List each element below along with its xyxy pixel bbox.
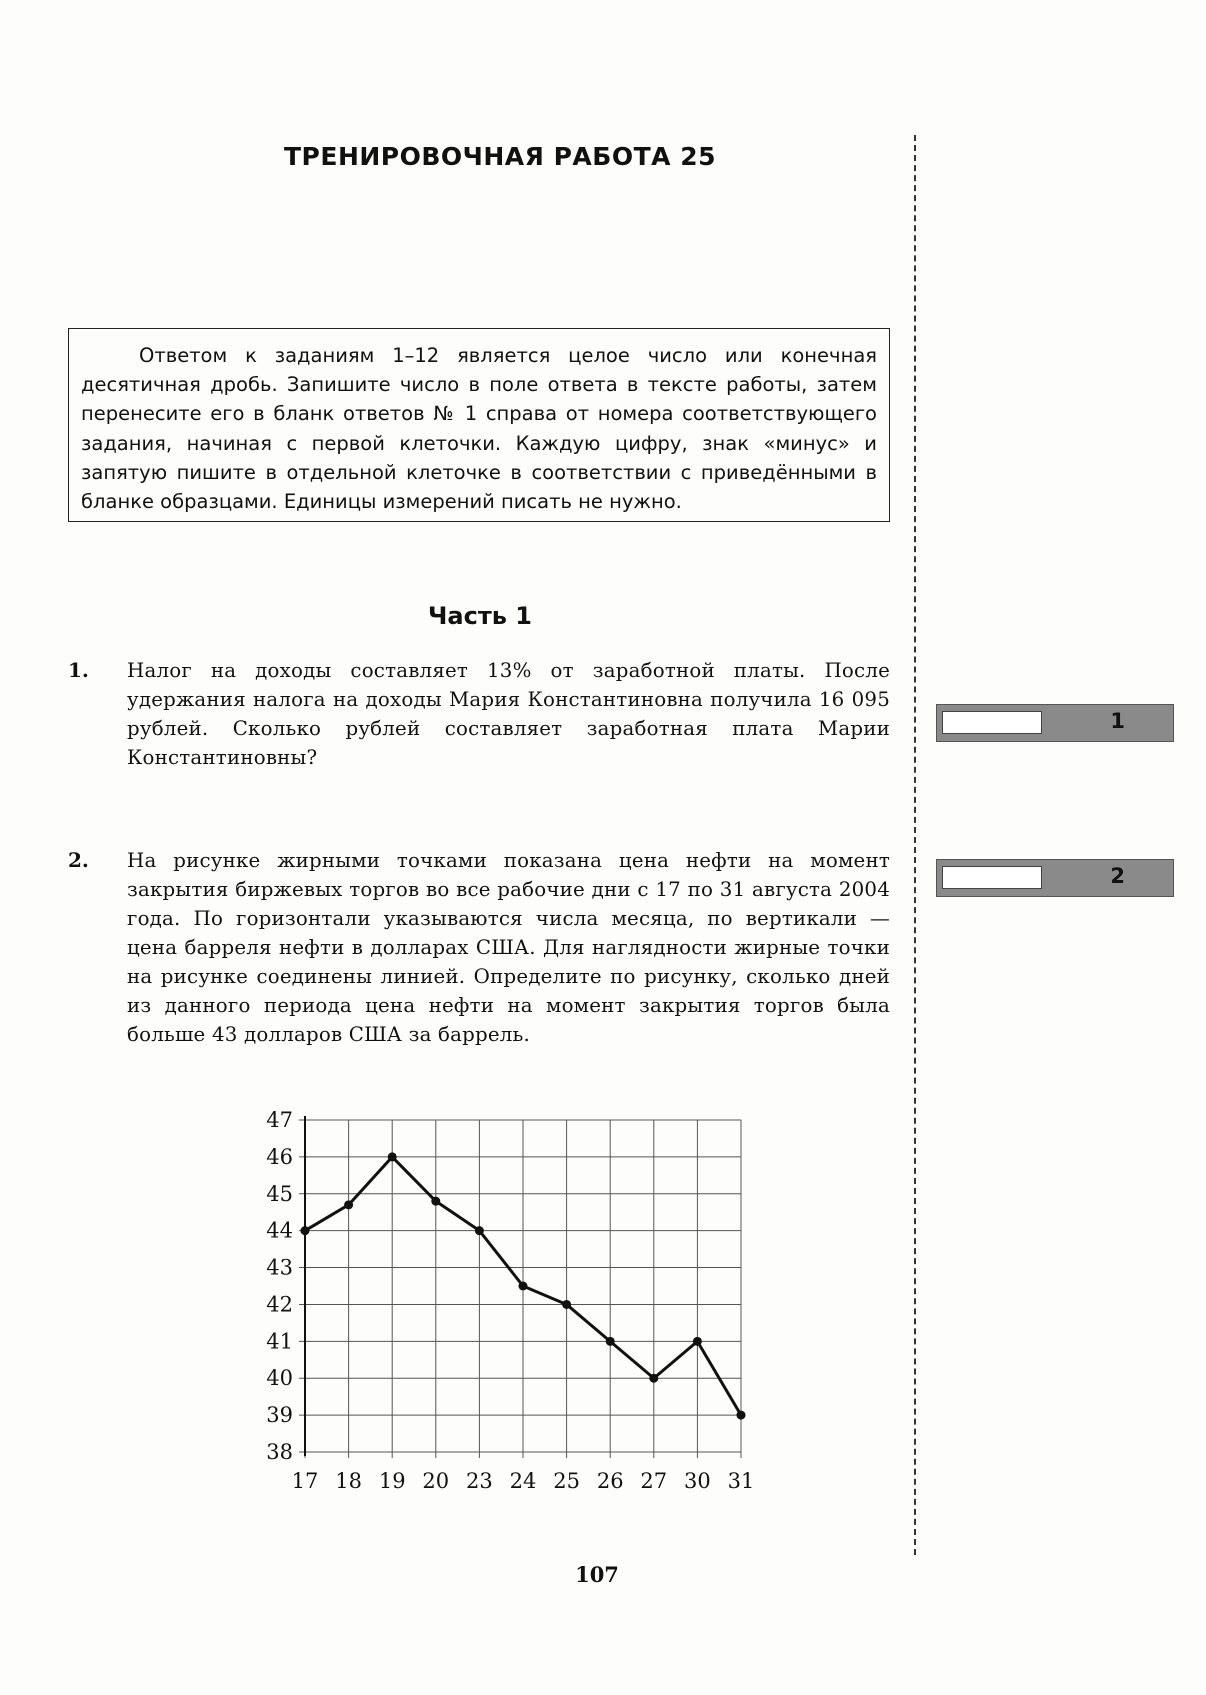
x-tick-label: 25 bbox=[553, 1469, 580, 1493]
x-tick-label: 26 bbox=[596, 1469, 624, 1493]
answer-box-1-label: 1 bbox=[1110, 709, 1125, 733]
answer-box-2 bbox=[936, 859, 1174, 897]
y-tick-label: 46 bbox=[266, 1144, 293, 1169]
data-point bbox=[388, 1152, 397, 1161]
answer-box-2-label: 2 bbox=[1110, 864, 1125, 888]
x-tick-label: 31 bbox=[727, 1469, 755, 1493]
y-tick-label: 39 bbox=[266, 1403, 293, 1428]
y-tick-label: 42 bbox=[266, 1292, 293, 1317]
data-point bbox=[649, 1374, 658, 1383]
x-tick-label: 17 bbox=[291, 1469, 319, 1493]
page-title: ТРЕНИРОВОЧНАЯ РАБОТА 25 bbox=[284, 142, 716, 171]
data-point bbox=[344, 1200, 353, 1209]
x-tick-label: 23 bbox=[466, 1469, 493, 1493]
x-tick-label: 19 bbox=[378, 1469, 406, 1493]
task-1-text: Налог на доходы составляет 13% от заработной платы. После удержания налога на доходы Мария Константиновна получила 16 095 рублей. Сколько рублей составляет заработная плата Марии Константиновны? bbox=[127, 659, 890, 769]
answer-box-1 bbox=[936, 704, 1174, 742]
data-point bbox=[737, 1411, 746, 1420]
y-tick-label: 45 bbox=[266, 1181, 293, 1206]
x-tick-label: 24 bbox=[509, 1469, 537, 1493]
page-number: 107 bbox=[575, 1562, 619, 1587]
task-1-number: 1. bbox=[68, 658, 89, 682]
data-point bbox=[519, 1282, 528, 1291]
data-point bbox=[562, 1300, 571, 1309]
y-tick-label: 41 bbox=[266, 1329, 293, 1354]
data-point bbox=[301, 1226, 310, 1235]
part-heading: Часть 1 bbox=[428, 602, 532, 630]
y-tick-label: 38 bbox=[266, 1440, 293, 1464]
instructions-text: Ответом к заданиям 1–12 является целое число или конечная десятичная дробь. Запишите число в поле ответа в тексте работы, затем перенесите его в бланк ответов № 1 справа от номера соответствующего задания, начиная с первой клеточки. Каждую цифру, знак «минус» и запятую пишите в отдельной клеточке в соответствии с приведёнными в бланке образцами. Единицы измерений писать не нужно. bbox=[81, 344, 877, 514]
task-2-text: На рисунке жирными точками показана цена нефти на момент закрытия биржевых торгов во все рабочие дни с 17 по 31 августа 2004 года. По горизонтали указываются числа месяца, по вертикали — цена барреля нефти в долларах США. Для наглядности жирные точки на рисунке соединены линией. Определите по рисунку, сколько дней из данного периода цена нефти на момент закрытия торгов была больше 43 долларов США за баррель. bbox=[127, 849, 890, 1046]
data-point bbox=[693, 1337, 702, 1346]
x-tick-label: 20 bbox=[422, 1469, 450, 1493]
x-tick-label: 27 bbox=[640, 1469, 668, 1493]
x-tick-label: 30 bbox=[684, 1469, 711, 1493]
oil-price-chart bbox=[250, 1100, 770, 1510]
answer-field-2[interactable] bbox=[942, 866, 1042, 889]
y-tick-label: 44 bbox=[266, 1218, 293, 1243]
x-tick-label: 18 bbox=[335, 1469, 362, 1493]
cut-line-divider bbox=[914, 135, 916, 1555]
data-point bbox=[606, 1337, 615, 1346]
task-2-number: 2. bbox=[68, 848, 89, 872]
y-tick-label: 43 bbox=[266, 1255, 293, 1280]
y-tick-label: 40 bbox=[266, 1366, 293, 1391]
data-point bbox=[431, 1197, 440, 1206]
instructions-box bbox=[68, 328, 890, 522]
y-tick-label: 47 bbox=[266, 1108, 293, 1132]
data-point bbox=[475, 1226, 484, 1235]
answer-field-1[interactable] bbox=[942, 711, 1042, 734]
